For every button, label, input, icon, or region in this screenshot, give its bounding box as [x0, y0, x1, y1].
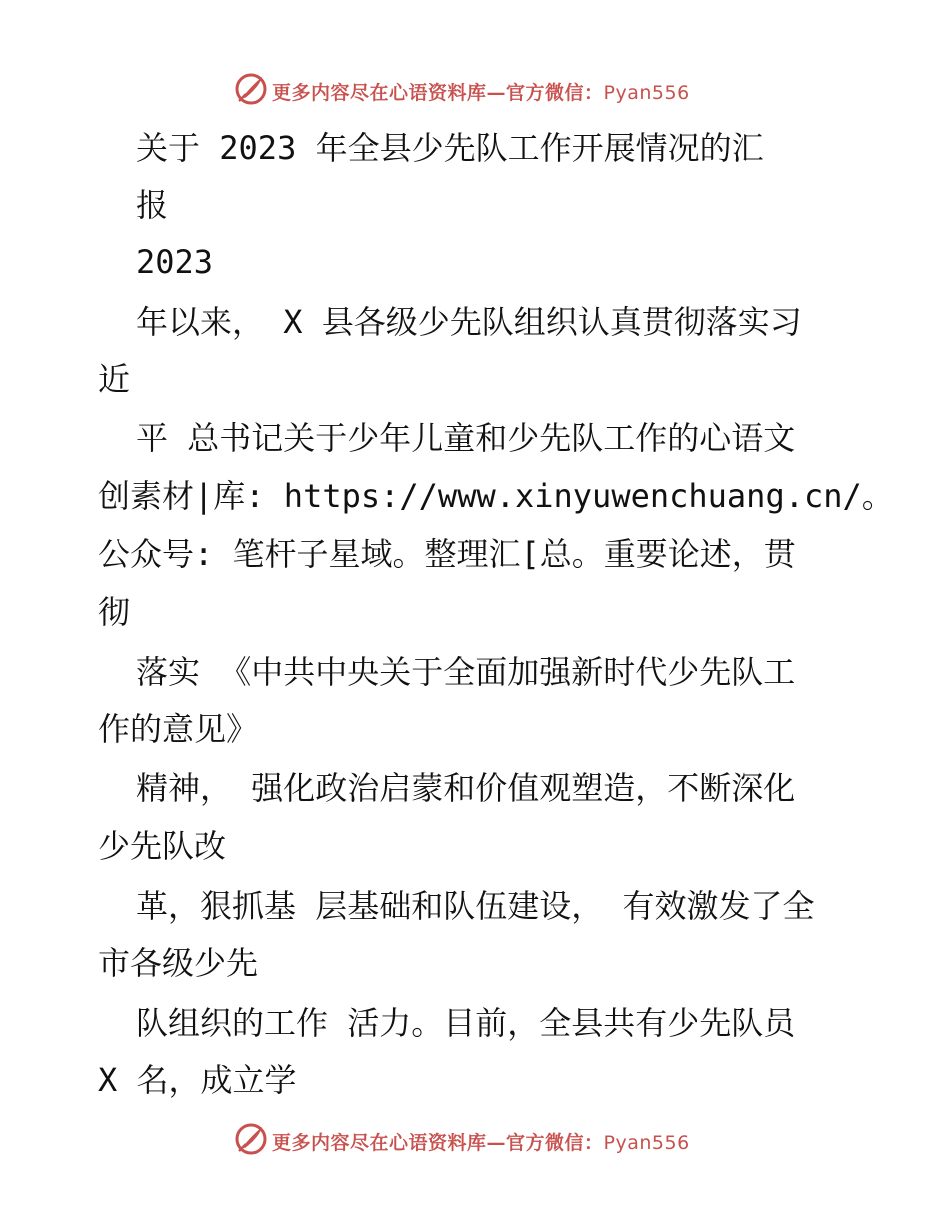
text-line: 彻 [98, 593, 131, 631]
text-line: 公众号: 笔杆子星域。整理汇[总。重要论述，贯 [98, 535, 796, 573]
text-line: 少先队改 [98, 827, 227, 865]
text-line: 平 总书记关于少年儿童和少先队工作的心语文 [136, 419, 796, 457]
text-line: 近 [98, 360, 131, 398]
text-line: 报 [136, 186, 169, 224]
text-line: 2023 [136, 243, 214, 281]
banner-text [272, 1128, 690, 1155]
wechat-handle: Pyan556 [603, 1132, 690, 1154]
text-line: 作的意见》 [98, 710, 259, 748]
footer-banner [0, 1120, 950, 1160]
text-line: X 名，成立学 [98, 1061, 297, 1099]
text-line: 队组织的工作 活力。目前，全县共有少先队员 [136, 1004, 796, 1042]
text-line: 创素材|库: https://www.xinyuwenchuang.cn/。 [98, 477, 894, 515]
wechat-handle: Pyan556 [603, 82, 690, 104]
text-line: 精神， 强化政治启蒙和价值观塑造，不断深化 [136, 769, 796, 807]
banner-label: 更多内容尽在心语资料库—官方微信： [272, 1132, 604, 1154]
text-line: 年以来， X 县各级少先队组织认真贯彻落实习 [136, 303, 802, 341]
text-line: 革，狠抓基 层基础和队伍建设， 有效激发了全 [136, 887, 815, 925]
banner-label: 更多内容尽在心语资料库—官方微信： [272, 82, 604, 104]
text-line: 关于 2023 年全县少先队工作开展情况的汇 [136, 129, 764, 167]
quill-logo-icon [234, 1122, 268, 1156]
text-line: 落实 《中共中央关于全面加强新时代少先队工 [136, 653, 796, 691]
text-line: 市各级少先 [98, 944, 259, 982]
